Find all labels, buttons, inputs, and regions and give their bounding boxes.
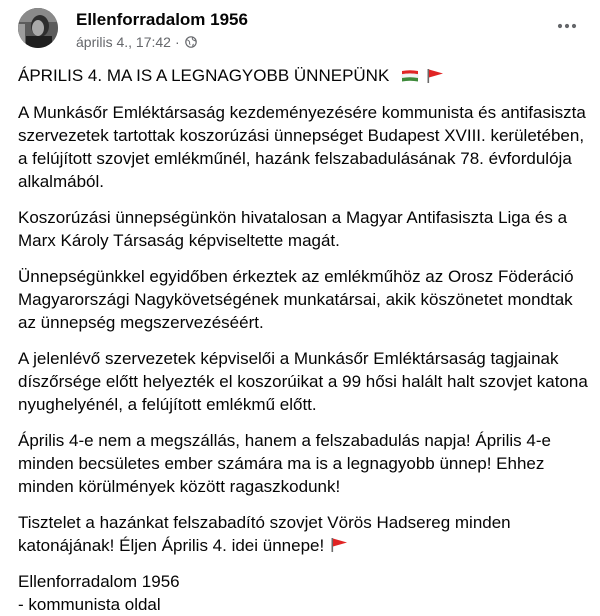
post-headline <box>18 65 588 87</box>
meta-separator: · <box>174 34 180 50</box>
post-body <box>18 57 588 616</box>
post-timestamp[interactable]: április 4., 17:42 <box>76 34 171 50</box>
post-meta <box>76 34 197 50</box>
post-paragraph: A jelenlévő szervezetek képviselői a Munkásőr Emléktársaság tagjainak díszőrsége előtt helyezték el koszorúikat a 99 hősi halált halt szovjet katona nyughelyénél, a felújított emlékmű előtt. <box>18 349 588 414</box>
post-header <box>18 6 582 52</box>
globe-icon[interactable] <box>185 36 197 48</box>
page-avatar[interactable] <box>18 8 58 48</box>
post-paragraph: Április 4-e nem a megszállás, hanem a felszabadulás napja! Április 4-e minden becsületes ember számára ma is a legnagyobb ünnep! Ehhez minden körülmények között ragaszkodunk! <box>18 431 551 496</box>
headline-text: ÁPRILIS 4. MA IS A LEGNAGYOBB ÜNNEPÜNK <box>18 66 390 85</box>
signature-line: - kommunista oldal <box>18 595 161 614</box>
signature-line: Ellenforradalom 1956 <box>18 572 180 591</box>
red-triangular-flag-icon <box>426 68 444 84</box>
post-paragraph-with-flag <box>18 511 588 557</box>
avatar-portrait-image <box>18 8 58 48</box>
page-name-link[interactable]: Ellenforradalom 1956 <box>76 10 248 29</box>
more-options-button[interactable] <box>552 14 582 38</box>
post-paragraph: Ünnepségünkkel egyidőben érkeztek az emlékműhöz az Orosz Föderáció Magyarországi Nagykövetségének munkatársai, akik köszönetet mondtak az ünnepség megszervezéséért. <box>18 267 574 332</box>
hungary-flag-icon <box>401 70 419 83</box>
red-triangular-flag-icon <box>330 537 348 553</box>
post-paragraph: A Munkásőr Emléktársaság kezdeményezésére kommunista és antifasiszta szervezetek tartottak koszorúzási ünnepséget Budapest XVIII. kerületében, a felújított szovjet emlékműnél, hazánk felszabadulásának 78. évfordulója alkalmából. <box>18 103 586 191</box>
post-paragraph-text: Tisztelet a hazánkat felszabadító szovjet Vörös Hadsereg minden katonájának! Éljen Április 4. idei ünnepe! <box>18 513 511 555</box>
more-horizontal-icon <box>557 23 577 29</box>
post-paragraph: Koszorúzási ünnepségünkön hivatalosan a Magyar Antifasiszta Liga és a Marx Károly Társaság képviseltette magát. <box>18 208 568 250</box>
